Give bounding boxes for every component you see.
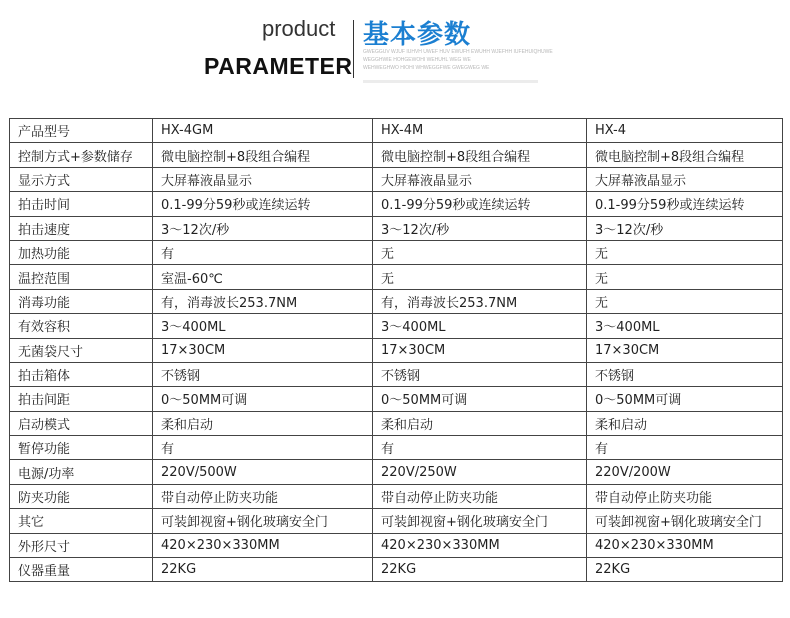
cell-hx-4gm: 0～50MM可调 <box>153 387 373 411</box>
cell-hx-4gm: 有 <box>153 240 373 264</box>
table-row <box>10 192 783 216</box>
row-label: 其它 <box>10 509 153 533</box>
cell-hx-4: 0～50MM可调 <box>587 387 783 411</box>
row-label: 拍击间距 <box>10 387 153 411</box>
cell-hx-4gm: 大屏幕液晶显示 <box>153 167 373 191</box>
cell-hx-4: 不锈钢 <box>587 362 783 386</box>
row-label: 拍击速度 <box>10 216 153 240</box>
row-label: 拍击时间 <box>10 192 153 216</box>
cell-hx-4gm: 微电脑控制+8段组合编程 <box>153 143 373 167</box>
cell-hx-4: HX-4 <box>587 119 783 143</box>
cell-hx-4: 22KG <box>587 558 783 582</box>
table-row <box>10 216 783 240</box>
cell-hx-4: 无 <box>587 240 783 264</box>
cell-hx-4: 柔和启动 <box>587 411 783 435</box>
cell-hx-4: 有 <box>587 436 783 460</box>
table-row <box>10 119 783 143</box>
table-row <box>10 558 783 582</box>
table-row <box>10 289 783 313</box>
cell-hx-4m: 420×230×330MM <box>373 533 587 557</box>
header-english-top: product <box>262 16 336 41</box>
table-row <box>10 265 783 289</box>
cell-hx-4m: 3～400ML <box>373 314 587 338</box>
cell-hx-4m: 17×30CM <box>373 338 587 362</box>
row-label: 电源/功率 <box>10 460 153 484</box>
cell-hx-4: 3～12次/秒 <box>587 216 783 240</box>
cell-hx-4gm: 420×230×330MM <box>153 533 373 557</box>
row-label: 有效容积 <box>10 314 153 338</box>
cell-hx-4gm: 3～12次/秒 <box>153 216 373 240</box>
cell-hx-4m: 有 <box>373 436 587 460</box>
table-row <box>10 338 783 362</box>
cell-hx-4gm: 0.1-99分59秒或连续运转 <box>153 192 373 216</box>
cell-hx-4gm: 可装卸视窗+钢化玻璃安全门 <box>153 509 373 533</box>
table-row <box>10 167 783 191</box>
table-row <box>10 143 783 167</box>
row-label: 控制方式+参数储存 <box>10 143 153 167</box>
row-label: 外形尺寸 <box>10 533 153 557</box>
cell-hx-4gm: 3～400ML <box>153 314 373 338</box>
cell-hx-4m: 带自动停止防夹功能 <box>373 484 587 508</box>
cell-hx-4m: 有，消毒波长253.7NM <box>373 289 587 313</box>
cell-hx-4gm: HX-4GM <box>153 119 373 143</box>
cell-hx-4: 无 <box>587 289 783 313</box>
cell-hx-4gm: 220V/500W <box>153 460 373 484</box>
cell-hx-4m: HX-4M <box>373 119 587 143</box>
header-underline <box>363 80 538 83</box>
header-english-bottom: PARAMETER <box>204 53 353 79</box>
table-row <box>10 314 783 338</box>
cell-hx-4m: 大屏幕液晶显示 <box>373 167 587 191</box>
cell-hx-4: 大屏幕液晶显示 <box>587 167 783 191</box>
cell-hx-4gm: 室温-60℃ <box>153 265 373 289</box>
page-header <box>0 0 790 100</box>
cell-hx-4gm: 22KG <box>153 558 373 582</box>
cell-hx-4m: 无 <box>373 240 587 264</box>
header-chinese-title: 基本参数 <box>363 20 472 50</box>
cell-hx-4: 420×230×330MM <box>587 533 783 557</box>
row-label: 加热功能 <box>10 240 153 264</box>
cell-hx-4: 17×30CM <box>587 338 783 362</box>
cell-hx-4: 可装卸视窗+钢化玻璃安全门 <box>587 509 783 533</box>
cell-hx-4m: 不锈钢 <box>373 362 587 386</box>
cell-hx-4gm: 有 <box>153 436 373 460</box>
cell-hx-4: 带自动停止防夹功能 <box>587 484 783 508</box>
table-row <box>10 436 783 460</box>
row-label: 仪器重量 <box>10 558 153 582</box>
filler-line: WEHWEGHWO HIOHI WHWEGGFWE GWEGWEG WE <box>363 65 490 71</box>
row-label: 拍击箱体 <box>10 362 153 386</box>
row-label: 消毒功能 <box>10 289 153 313</box>
cell-hx-4m: 无 <box>373 265 587 289</box>
table-row <box>10 387 783 411</box>
row-label: 暂停功能 <box>10 436 153 460</box>
row-label: 产品型号 <box>10 119 153 143</box>
cell-hx-4: 0.1-99分59秒或连续运转 <box>587 192 783 216</box>
cell-hx-4m: 220V/250W <box>373 460 587 484</box>
filler-line: GWEGGUV WJUF IUHVH UWEF HUV EWUFH EWUHH WJEFHH IUFEHUIQHUWE <box>363 49 553 55</box>
row-label: 显示方式 <box>10 167 153 191</box>
table-row <box>10 484 783 508</box>
cell-hx-4gm: 17×30CM <box>153 338 373 362</box>
cell-hx-4gm: 柔和启动 <box>153 411 373 435</box>
cell-hx-4: 3～400ML <box>587 314 783 338</box>
cell-hx-4: 无 <box>587 265 783 289</box>
cell-hx-4m: 柔和启动 <box>373 411 587 435</box>
cell-hx-4gm: 不锈钢 <box>153 362 373 386</box>
cell-hx-4: 微电脑控制+8段组合编程 <box>587 143 783 167</box>
table-row <box>10 533 783 557</box>
cell-hx-4gm: 带自动停止防夹功能 <box>153 484 373 508</box>
table-row <box>10 509 783 533</box>
table-row <box>10 240 783 264</box>
header-divider <box>353 20 354 78</box>
table-row <box>10 460 783 484</box>
cell-hx-4gm: 有，消毒波长253.7NM <box>153 289 373 313</box>
row-label: 温控范围 <box>10 265 153 289</box>
row-label: 防夹功能 <box>10 484 153 508</box>
table-row <box>10 411 783 435</box>
cell-hx-4: 220V/200W <box>587 460 783 484</box>
header-filler-text <box>363 48 563 72</box>
cell-hx-4m: 0.1-99分59秒或连续运转 <box>373 192 587 216</box>
spec-table <box>9 118 783 582</box>
row-label: 无菌袋尺寸 <box>10 338 153 362</box>
cell-hx-4m: 微电脑控制+8段组合编程 <box>373 143 587 167</box>
cell-hx-4m: 0～50MM可调 <box>373 387 587 411</box>
filler-line: WEGGHWIE HOHGEWOHI WEHUHL WEG WE <box>363 57 471 63</box>
cell-hx-4m: 22KG <box>373 558 587 582</box>
row-label: 启动模式 <box>10 411 153 435</box>
cell-hx-4m: 可装卸视窗+钢化玻璃安全门 <box>373 509 587 533</box>
cell-hx-4m: 3～12次/秒 <box>373 216 587 240</box>
table-row <box>10 362 783 386</box>
spec-table-body <box>10 119 783 582</box>
